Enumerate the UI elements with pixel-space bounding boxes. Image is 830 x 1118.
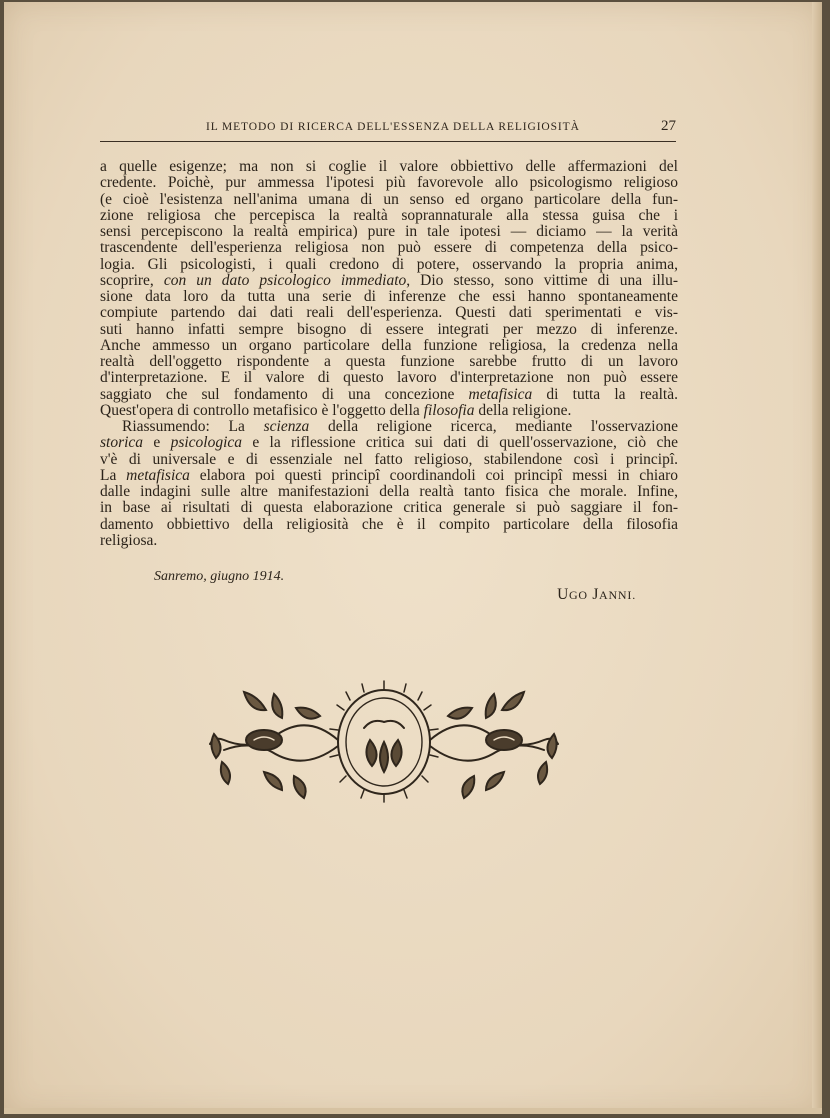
text-line: in base ai risultati di questa elaborazione critica generale si può saggiare il fon- xyxy=(100,499,678,517)
italic-word: scienza xyxy=(263,418,310,435)
text-line: Anche ammesso un organo particolare della funzione religiosa, la credenza nella xyxy=(100,336,678,354)
text-line: a quelle esigenze; ma non si coglie il valore obbiettivo delle affermazioni del xyxy=(100,158,678,175)
text-line: damento obbiettivo della religiosità che è il compito particolare della filosofia xyxy=(100,515,678,533)
text-line: compiute partendo dai dati reali dell'esperienza. Questi dati sperimentati e vis- xyxy=(100,304,678,322)
italic-word: storica xyxy=(100,434,144,452)
text-line: suti hanno infatti sempre bisogno di essere integrati per mezzo di inferenze. xyxy=(100,320,678,338)
text-line: credente. Poichè, pur ammessa l'ipotesi più favorevole allo psicologismo religioso xyxy=(100,174,678,192)
text-line: storica e psicologica e la riflessione critica sui dati di quell'osservazione, ciò che xyxy=(100,434,678,452)
text-line: Quest'opera di controllo metafisico è l'oggetto della filosofia della religione. xyxy=(100,401,572,419)
running-header xyxy=(100,117,676,142)
dateline: Sanremo, giugno 1914. xyxy=(154,569,285,584)
text-line: La metafisica elabora poi questi principî coordinandoli coi principî messi in chiaro xyxy=(100,466,678,484)
floral-ornament-icon xyxy=(204,680,564,806)
text-line: saggiato che sul fondamento di una concezione metafisica di tutta la realtà. xyxy=(100,385,678,403)
text-line: v'è di universale e di essenziale nel fatto religioso, stabilendone così i principî. xyxy=(100,450,678,468)
text-line: (e cioè l'esistenza nell'anima umana di un senso ed organo particolare della fun- xyxy=(100,190,678,208)
text-line: d'interpretazione. E il valore di questo lavoro d'interpretazione non può essere xyxy=(100,369,678,387)
text-line: scoprire, con un dato psicologico immediato, Dio stesso, sono vittime di una illu- xyxy=(100,271,678,289)
text-line-paragraph-start: Riassumendo: La scienza della religione ricerca, mediante l'osservazione xyxy=(122,418,678,435)
italic-word: filosofia xyxy=(423,401,475,419)
text-line: religiosa. xyxy=(100,531,158,549)
italic-word: psicologica xyxy=(170,434,243,452)
body-text xyxy=(100,159,678,549)
page-number: 27 xyxy=(661,118,676,134)
text-line: realtà dell'oggetto rispondente a questa funzione sarebbe frutto di un lavoro xyxy=(100,353,678,370)
text-line: trascendente dell'esperienza religiosa non può essere di competenza della psico- xyxy=(100,239,678,257)
text-line: sensi percepiscono la realtà empirica) pure in tale ipotesi — diciamo — la verità xyxy=(100,223,678,240)
italic-word: metafisica xyxy=(126,466,190,484)
text-line: dalle indagini sulle altre manifestazioni della realtà tanto fisica che morale. Infine, xyxy=(100,483,678,500)
running-title: IL METODO DI RICERCA DELL'ESSENZA DELLA RELIGIOSITÀ xyxy=(206,121,580,133)
text-line: logia. Gli psicologisti, i quali credono di potere, osservando la propria anima, xyxy=(100,255,678,273)
book-page xyxy=(4,2,822,1114)
text-line: zione religiosa che percepisca la realtà soprannaturale alla stessa guisa che i xyxy=(100,206,678,224)
italic-word: metafisica xyxy=(468,385,533,403)
page-edge-bottom xyxy=(4,1108,822,1114)
page-edge xyxy=(812,2,822,1114)
author-signature: UGO JANNI. xyxy=(557,586,636,603)
text-line: sione data loro da tutta una serie di inferenze che essi hanno spontaneamente xyxy=(100,288,678,305)
italic-phrase: con un dato psicologico immediato xyxy=(163,271,407,289)
